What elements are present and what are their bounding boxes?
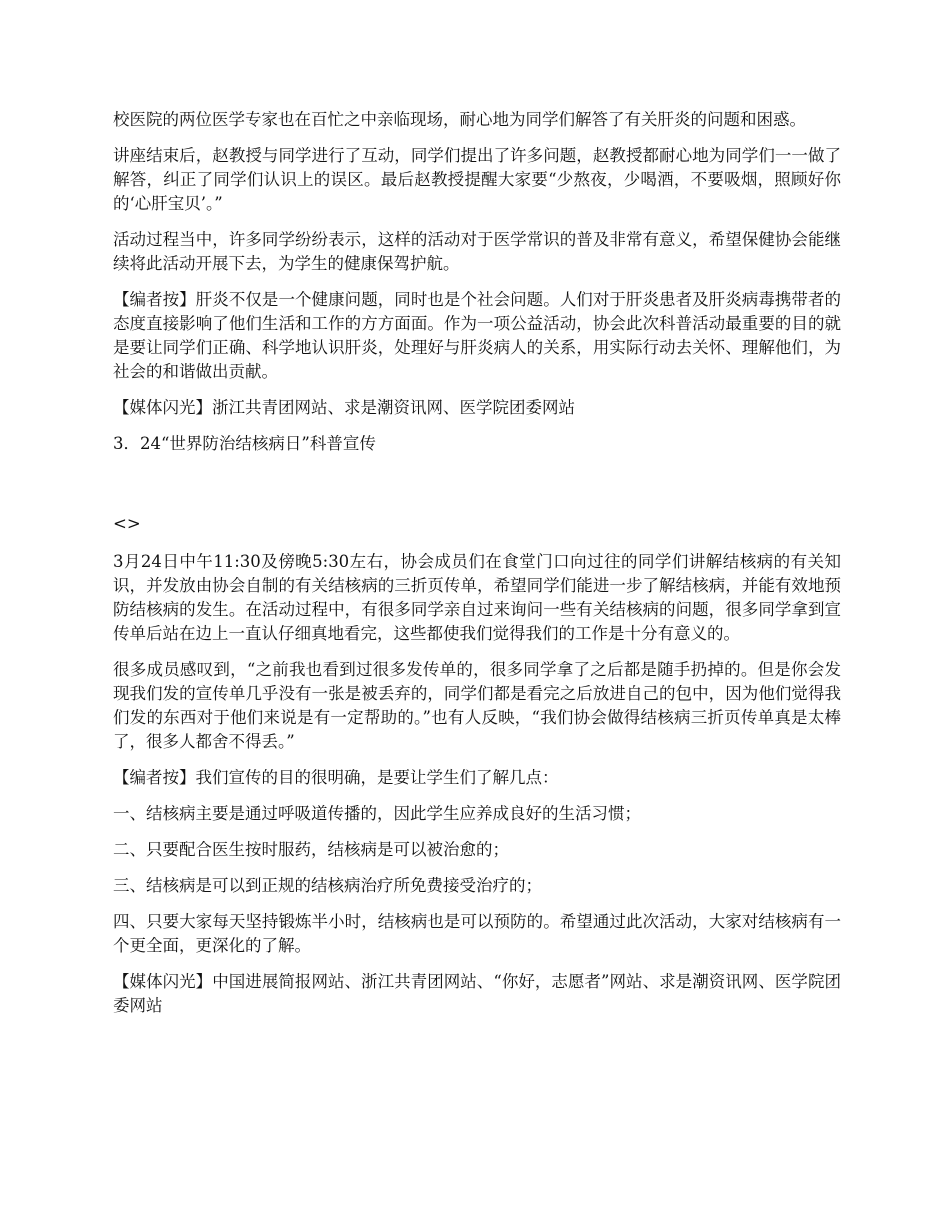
paragraph-expert-visit: 校医院的两位医学专家也在百忙之中亲临现场，耐心地为同学们解答了有关肝炎的问题和困惑。 bbox=[113, 110, 806, 129]
list-item-point-3: 三、结核病是可以到正规的结核病治疗所免费接受治疗的； bbox=[113, 876, 542, 895]
blank-space bbox=[113, 468, 841, 512]
paragraph-student-feedback: 活动过程当中，许多同学纷纷表示，这样的活动对于医学常识的普及非常有意义，希望保健协会能继续将此活动开展下去，为学生的健康保驾护航。 bbox=[113, 230, 841, 273]
list-item-point-4: 四、只要大家每天坚持锻炼半小时，结核病也是可以预防的。希望通过此次活动，大家对结核病有一个更全面，更深化的了解。 bbox=[113, 912, 841, 955]
paragraph-lecture-interaction: 讲座结束后，赵教授与同学进行了互动，同学们提出了许多问题，赵教授都耐心地为同学们一一做了解答，纠正了同学们认识上的误区。最后赵教授提醒大家要“少熬夜，少喝酒，不要吸烟，照顾好你的‘心肝宝贝’。” bbox=[113, 146, 841, 213]
paragraph-member-reflections: 很多成员感叹到，“之前我也看到过很多发传单的，很多同学拿了之后都是随手扔掉的。但是你会发现我们发的宣传单几乎没有一张是被丢弃的，同学们都是看完之后放进自己的包中，因为他们觉得我们发的东西对于他们来说是有一定帮助的。”也有人反映，“我们协会做得结核病三折页传单真是太棒了，很多人都舍不得丢。” bbox=[113, 660, 841, 751]
broken-link-marker: <> bbox=[113, 514, 141, 533]
section-heading-tb-day: 3．24“世界防治结核病日”科普宣传 bbox=[113, 434, 376, 453]
paragraph-media-coverage-hepatitis: 【媒体闪光】浙江共青团网站、求是潮资讯网、医学院团委网站 bbox=[113, 398, 575, 417]
paragraph-tb-event: 3月24日中午11:30及傍晚5:30左右，协会成员们在食堂门口向过往的同学们讲解结核病的有关知识，并发放由协会自制的有关结核病的三折页传单，希望同学们能进一步了解结核病，并能有效地预防结核病的发生。在活动过程中，有很多同学亲自过来询问一些有关结核病的问题，很多同学拿到宣传单后站在边上一直认仔细真地看完，这些都使我们觉得我们的工作是十分有意义的。 bbox=[113, 552, 841, 643]
paragraph-editor-note-tb: 【编者按】我们宣传的目的很明确，是要让学生们了解几点： bbox=[113, 768, 559, 787]
paragraph-editor-note-hepatitis: 【编者按】肝炎不仅是一个健康问题，同时也是个社会问题。人们对于肝炎患者及肝炎病毒携带者的态度直接影响了他们生活和工作的方方面面。作为一项公益活动，协会此次科普活动最重要的目的就是要让同学们正确、科学地认识肝炎，处理好与肝炎病人的关系，用实际行动去关怀、理解他们，为社会的和谐做出贡献。 bbox=[113, 290, 841, 381]
paragraph-media-coverage-tb: 【媒体闪光】中国进展简报网站、浙江共青团网站、“你好，志愿者”网站、求是潮资讯网、医学院团委网站 bbox=[113, 972, 841, 1015]
list-item-point-2: 二、只要配合医生按时服药，结核病是可以被治愈的； bbox=[113, 840, 509, 859]
document-body bbox=[113, 108, 841, 1030]
list-item-point-1: 一、结核病主要是通过呼吸道传播的，因此学生应养成良好的生活习惯； bbox=[113, 804, 641, 823]
